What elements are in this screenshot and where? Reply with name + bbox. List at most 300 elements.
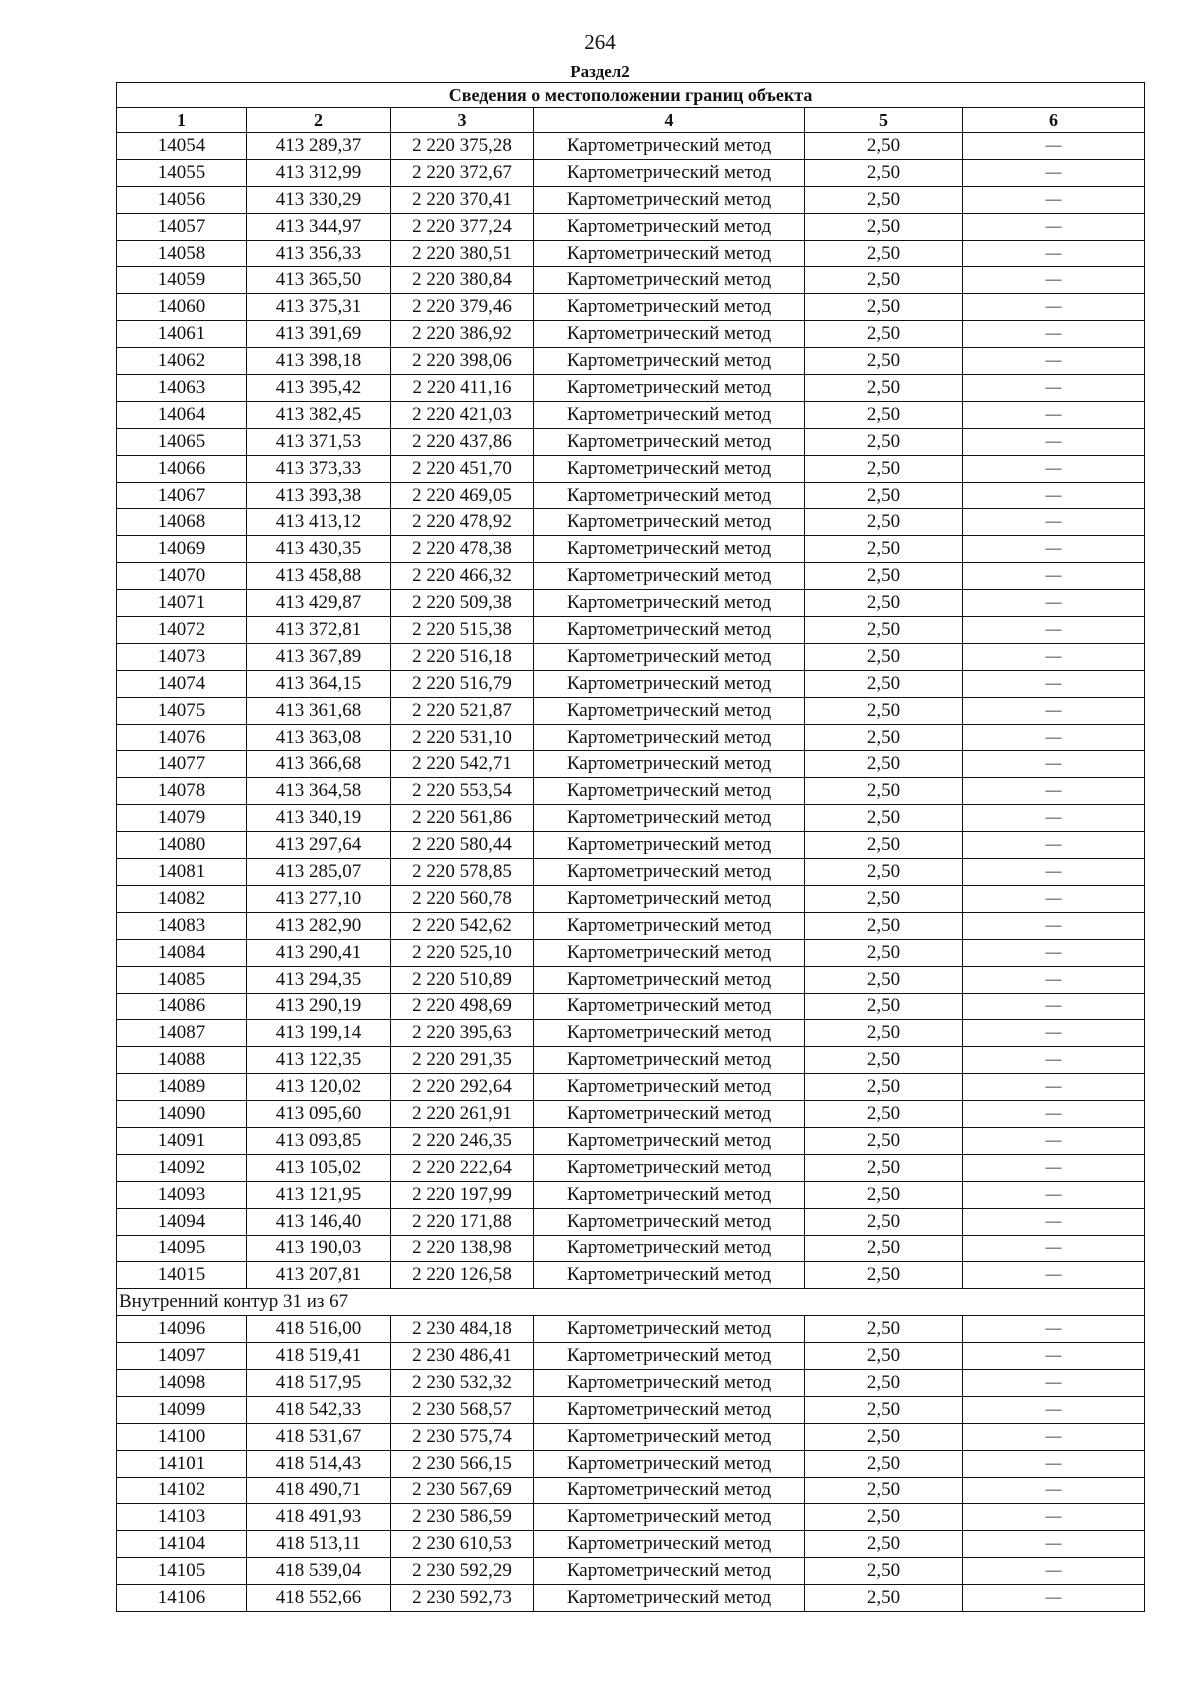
method-cell: Картометрический метод [534,1504,805,1531]
method-cell: Картометрический метод [534,1262,805,1289]
point-number-cell: 14058 [117,240,247,267]
table-row [117,1477,1145,1504]
table-row [117,832,1145,859]
y-coordinate-cell: 2 220 411,16 [391,375,534,402]
x-coordinate-cell: 413 429,87 [247,590,391,617]
y-coordinate-cell: 2 220 498,69 [391,993,534,1020]
point-number-cell: 14090 [117,1101,247,1128]
table-row [117,1127,1145,1154]
table-row [117,321,1145,348]
accuracy-cell: 2,50 [805,697,963,724]
description-cell: — [963,455,1145,482]
table-row [117,348,1145,375]
table-row [117,1504,1145,1531]
table-row [117,563,1145,590]
page-number: 264 [584,30,616,54]
y-coordinate-cell: 2 220 478,92 [391,509,534,536]
description-cell: — [963,670,1145,697]
table-row [117,1396,1145,1423]
y-coordinate-cell: 2 220 126,58 [391,1262,534,1289]
method-cell: Картометрический метод [534,428,805,455]
column-header: 2 [247,108,391,133]
method-cell: Картометрический метод [534,455,805,482]
accuracy-cell: 2,50 [805,1020,963,1047]
description-cell: — [963,1423,1145,1450]
point-number-cell: 14103 [117,1504,247,1531]
table-caption: Сведения о местоположении границ объекта [117,83,1145,108]
column-header: 6 [963,108,1145,133]
method-cell: Картометрический метод [534,1074,805,1101]
point-number-cell: 14062 [117,348,247,375]
method-cell: Картометрический метод [534,1450,805,1477]
y-coordinate-cell: 2 220 370,41 [391,186,534,213]
point-number-cell: 14082 [117,885,247,912]
method-cell: Картометрический метод [534,240,805,267]
accuracy-cell: 2,50 [805,401,963,428]
point-number-cell: 14089 [117,1074,247,1101]
x-coordinate-cell: 413 375,31 [247,294,391,321]
y-coordinate-cell: 2 230 566,15 [391,1450,534,1477]
accuracy-cell: 2,50 [805,724,963,751]
point-number-cell: 14102 [117,1477,247,1504]
method-cell: Картометрический метод [534,563,805,590]
accuracy-cell: 2,50 [805,455,963,482]
point-number-cell: 14104 [117,1531,247,1558]
point-number-cell: 14070 [117,563,247,590]
x-coordinate-cell: 418 531,67 [247,1423,391,1450]
description-cell: — [963,751,1145,778]
accuracy-cell: 2,50 [805,240,963,267]
method-cell: Картометрический метод [534,1558,805,1585]
x-coordinate-cell: 418 539,04 [247,1558,391,1585]
y-coordinate-cell: 2 220 372,67 [391,159,534,186]
point-number-cell: 14079 [117,805,247,832]
y-coordinate-cell: 2 220 377,24 [391,213,534,240]
method-cell: Картометрический метод [534,1585,805,1612]
x-coordinate-cell: 413 391,69 [247,321,391,348]
y-coordinate-cell: 2 220 560,78 [391,885,534,912]
description-cell: — [963,805,1145,832]
point-number-cell: 14105 [117,1558,247,1585]
column-header: 3 [391,108,534,133]
accuracy-cell: 2,50 [805,1504,963,1531]
description-cell: — [963,1101,1145,1128]
description-cell: — [963,966,1145,993]
table-row [117,159,1145,186]
x-coordinate-cell: 413 297,64 [247,832,391,859]
accuracy-cell: 2,50 [805,1181,963,1208]
accuracy-cell: 2,50 [805,1450,963,1477]
y-coordinate-cell: 2 220 516,79 [391,670,534,697]
y-coordinate-cell: 2 220 386,92 [391,321,534,348]
accuracy-cell: 2,50 [805,1154,963,1181]
accuracy-cell: 2,50 [805,428,963,455]
y-coordinate-cell: 2 220 515,38 [391,617,534,644]
y-coordinate-cell: 2 220 380,51 [391,240,534,267]
method-cell: Картометрический метод [534,1531,805,1558]
y-coordinate-cell: 2 220 478,38 [391,536,534,563]
accuracy-cell: 2,50 [805,805,963,832]
table-row [117,617,1145,644]
y-coordinate-cell: 2 230 592,29 [391,1558,534,1585]
x-coordinate-cell: 413 330,29 [247,186,391,213]
method-cell: Картометрический метод [534,751,805,778]
accuracy-cell: 2,50 [805,509,963,536]
accuracy-cell: 2,50 [805,1423,963,1450]
accuracy-cell: 2,50 [805,1262,963,1289]
accuracy-cell: 2,50 [805,1477,963,1504]
method-cell: Картометрический метод [534,509,805,536]
x-coordinate-cell: 413 120,02 [247,1074,391,1101]
description-cell: — [963,213,1145,240]
x-coordinate-cell: 413 122,35 [247,1047,391,1074]
table-row [117,1208,1145,1235]
description-cell: — [963,1450,1145,1477]
table-row [117,1585,1145,1612]
table-body-inner-contour [117,1316,1145,1612]
accuracy-cell: 2,50 [805,186,963,213]
method-cell: Картометрический метод [534,885,805,912]
description-cell: — [963,428,1145,455]
description-cell: — [963,724,1145,751]
accuracy-cell: 2,50 [805,966,963,993]
y-coordinate-cell: 2 220 542,71 [391,751,534,778]
y-coordinate-cell: 2 220 197,99 [391,1181,534,1208]
point-number-cell: 14096 [117,1316,247,1343]
description-cell: — [963,697,1145,724]
x-coordinate-cell: 413 290,41 [247,939,391,966]
description-cell: — [963,536,1145,563]
x-coordinate-cell: 413 366,68 [247,751,391,778]
accuracy-cell: 2,50 [805,563,963,590]
description-cell: — [963,1127,1145,1154]
description-cell: — [963,375,1145,402]
method-cell: Картометрический метод [534,993,805,1020]
method-cell: Картометрический метод [534,724,805,751]
x-coordinate-cell: 413 458,88 [247,563,391,590]
x-coordinate-cell: 413 290,19 [247,993,391,1020]
method-cell: Картометрический метод [534,778,805,805]
table-row [117,294,1145,321]
y-coordinate-cell: 2 220 291,35 [391,1047,534,1074]
x-coordinate-cell: 418 552,66 [247,1585,391,1612]
description-cell: — [963,240,1145,267]
point-number-cell: 14072 [117,617,247,644]
x-coordinate-cell: 413 367,89 [247,643,391,670]
y-coordinate-cell: 2 220 222,64 [391,1154,534,1181]
description-cell: — [963,1531,1145,1558]
y-coordinate-cell: 2 220 531,10 [391,724,534,751]
accuracy-cell: 2,50 [805,1208,963,1235]
point-number-cell: 14083 [117,912,247,939]
point-number-cell: 14087 [117,1020,247,1047]
x-coordinate-cell: 413 312,99 [247,159,391,186]
accuracy-cell: 2,50 [805,1074,963,1101]
x-coordinate-cell: 413 365,50 [247,267,391,294]
description-cell: — [963,993,1145,1020]
description-cell: — [963,643,1145,670]
description-cell: — [963,590,1145,617]
accuracy-cell: 2,50 [805,375,963,402]
x-coordinate-cell: 413 277,10 [247,885,391,912]
point-number-cell: 14066 [117,455,247,482]
y-coordinate-cell: 2 220 395,63 [391,1020,534,1047]
y-coordinate-cell: 2 230 567,69 [391,1477,534,1504]
point-number-cell: 14076 [117,724,247,751]
y-coordinate-cell: 2 220 510,89 [391,966,534,993]
x-coordinate-cell: 413 105,02 [247,1154,391,1181]
accuracy-cell: 2,50 [805,1558,963,1585]
table-row [117,993,1145,1020]
accuracy-cell: 2,50 [805,751,963,778]
column-header: 1 [117,108,247,133]
method-cell: Картометрический метод [534,482,805,509]
x-coordinate-cell: 413 282,90 [247,912,391,939]
point-number-cell: 14078 [117,778,247,805]
x-coordinate-cell: 413 356,33 [247,240,391,267]
description-cell: — [963,778,1145,805]
y-coordinate-cell: 2 220 292,64 [391,1074,534,1101]
method-cell: Картометрический метод [534,1047,805,1074]
point-number-cell: 14099 [117,1396,247,1423]
accuracy-cell: 2,50 [805,1396,963,1423]
accuracy-cell: 2,50 [805,133,963,160]
x-coordinate-cell: 413 398,18 [247,348,391,375]
y-coordinate-cell: 2 220 469,05 [391,482,534,509]
point-number-cell: 14063 [117,375,247,402]
description-cell: — [963,321,1145,348]
y-coordinate-cell: 2 220 246,35 [391,1127,534,1154]
method-cell: Картометрический метод [534,832,805,859]
description-cell: — [963,1396,1145,1423]
point-number-cell: 14088 [117,1047,247,1074]
description-cell: — [963,1504,1145,1531]
table-row [117,751,1145,778]
description-cell: — [963,1477,1145,1504]
description-cell: — [963,1181,1145,1208]
description-cell: — [963,509,1145,536]
x-coordinate-cell: 418 514,43 [247,1450,391,1477]
point-number-cell: 14056 [117,186,247,213]
accuracy-cell: 2,50 [805,1047,963,1074]
y-coordinate-cell: 2 220 451,70 [391,455,534,482]
accuracy-cell: 2,50 [805,348,963,375]
method-cell: Картометрический метод [534,590,805,617]
method-cell: Картометрический метод [534,267,805,294]
method-cell: Картометрический метод [534,1396,805,1423]
table-row [117,1316,1145,1343]
column-header-row [117,108,1145,133]
accuracy-cell: 2,50 [805,643,963,670]
x-coordinate-cell: 413 340,19 [247,805,391,832]
method-cell: Картометрический метод [534,1101,805,1128]
description-cell: — [963,1235,1145,1262]
method-cell: Картометрический метод [534,1316,805,1343]
table-row [117,267,1145,294]
table-row [117,778,1145,805]
table-row [117,1154,1145,1181]
x-coordinate-cell: 413 371,53 [247,428,391,455]
method-cell: Картометрический метод [534,133,805,160]
point-number-cell: 14055 [117,159,247,186]
description-cell: — [963,1585,1145,1612]
table-row [117,482,1145,509]
method-cell: Картометрический метод [534,213,805,240]
y-coordinate-cell: 2 220 138,98 [391,1235,534,1262]
table-row [117,670,1145,697]
y-coordinate-cell: 2 220 171,88 [391,1208,534,1235]
description-cell: — [963,133,1145,160]
accuracy-cell: 2,50 [805,321,963,348]
x-coordinate-cell: 413 395,42 [247,375,391,402]
boundary-coordinates-table [116,82,1145,1612]
method-cell: Картометрический метод [534,1127,805,1154]
table-row [117,1450,1145,1477]
point-number-cell: 14057 [117,213,247,240]
description-cell: — [963,1074,1145,1101]
y-coordinate-cell: 2 220 542,62 [391,912,534,939]
point-number-cell: 14095 [117,1235,247,1262]
y-coordinate-cell: 2 220 398,06 [391,348,534,375]
description-cell: — [963,859,1145,886]
x-coordinate-cell: 413 364,15 [247,670,391,697]
description-cell: — [963,912,1145,939]
x-coordinate-cell: 413 121,95 [247,1181,391,1208]
point-number-cell: 14065 [117,428,247,455]
method-cell: Картометрический метод [534,1235,805,1262]
method-cell: Картометрический метод [534,966,805,993]
table-row [117,643,1145,670]
method-cell: Картометрический метод [534,1020,805,1047]
x-coordinate-cell: 413 413,12 [247,509,391,536]
x-coordinate-cell: 413 393,38 [247,482,391,509]
y-coordinate-cell: 2 220 521,87 [391,697,534,724]
y-coordinate-cell: 2 230 592,73 [391,1585,534,1612]
table-row [117,912,1145,939]
description-cell: — [963,885,1145,912]
method-cell: Картометрический метод [534,1477,805,1504]
description-cell: — [963,401,1145,428]
method-cell: Картометрический метод [534,186,805,213]
description-cell: — [963,1047,1145,1074]
table-row [117,375,1145,402]
table-row [117,1235,1145,1262]
accuracy-cell: 2,50 [805,859,963,886]
description-cell: — [963,1154,1145,1181]
method-cell: Картометрический метод [534,939,805,966]
x-coordinate-cell: 418 517,95 [247,1369,391,1396]
table-row [117,1101,1145,1128]
table-row [117,536,1145,563]
method-cell: Картометрический метод [534,348,805,375]
table-row [117,401,1145,428]
method-cell: Картометрический метод [534,805,805,832]
x-coordinate-cell: 413 294,35 [247,966,391,993]
accuracy-cell: 2,50 [805,1585,963,1612]
accuracy-cell: 2,50 [805,1235,963,1262]
point-number-cell: 14073 [117,643,247,670]
point-number-cell: 14093 [117,1181,247,1208]
accuracy-cell: 2,50 [805,482,963,509]
accuracy-cell: 2,50 [805,1316,963,1343]
point-number-cell: 14064 [117,401,247,428]
point-number-cell: 14091 [117,1127,247,1154]
contour-row [117,1289,1145,1316]
accuracy-cell: 2,50 [805,536,963,563]
description-cell: — [963,1558,1145,1585]
point-number-cell: 14080 [117,832,247,859]
x-coordinate-cell: 413 285,07 [247,859,391,886]
y-coordinate-cell: 2 220 516,18 [391,643,534,670]
table-row [117,590,1145,617]
y-coordinate-cell: 2 230 486,41 [391,1343,534,1370]
method-cell: Картометрический метод [534,1208,805,1235]
accuracy-cell: 2,50 [805,590,963,617]
point-number-cell: 14085 [117,966,247,993]
table-row [117,240,1145,267]
method-cell: Картометрический метод [534,1181,805,1208]
method-cell: Картометрический метод [534,670,805,697]
x-coordinate-cell: 413 289,37 [247,133,391,160]
point-number-cell: 14054 [117,133,247,160]
x-coordinate-cell: 413 344,97 [247,213,391,240]
y-coordinate-cell: 2 220 421,03 [391,401,534,428]
table-body-outer-contour [117,133,1145,1289]
point-number-cell: 14068 [117,509,247,536]
accuracy-cell: 2,50 [805,294,963,321]
accuracy-cell: 2,50 [805,267,963,294]
point-number-cell: 14075 [117,697,247,724]
table-row [117,724,1145,751]
description-cell: — [963,563,1145,590]
table-row [117,186,1145,213]
y-coordinate-cell: 2 230 568,57 [391,1396,534,1423]
method-cell: Картометрический метод [534,1343,805,1370]
table-row [117,213,1145,240]
accuracy-cell: 2,50 [805,993,963,1020]
y-coordinate-cell: 2 230 484,18 [391,1316,534,1343]
description-cell: — [963,617,1145,644]
y-coordinate-cell: 2 230 532,32 [391,1369,534,1396]
point-number-cell: 14094 [117,1208,247,1235]
accuracy-cell: 2,50 [805,1531,963,1558]
y-coordinate-cell: 2 230 586,59 [391,1504,534,1531]
accuracy-cell: 2,50 [805,1343,963,1370]
table-row [117,509,1145,536]
x-coordinate-cell: 418 513,11 [247,1531,391,1558]
description-cell: — [963,348,1145,375]
description-cell: — [963,1208,1145,1235]
table-row [117,1262,1145,1289]
point-number-cell: 14106 [117,1585,247,1612]
accuracy-cell: 2,50 [805,617,963,644]
description-cell: — [963,159,1145,186]
point-number-cell: 14077 [117,751,247,778]
accuracy-cell: 2,50 [805,1127,963,1154]
x-coordinate-cell: 413 364,58 [247,778,391,805]
point-number-cell: 14081 [117,859,247,886]
method-cell: Картометрический метод [534,159,805,186]
point-number-cell: 14092 [117,1154,247,1181]
method-cell: Картометрический метод [534,294,805,321]
method-cell: Картометрический метод [534,321,805,348]
table-row [117,1074,1145,1101]
table-row [117,1558,1145,1585]
y-coordinate-cell: 2 220 379,46 [391,294,534,321]
y-coordinate-cell: 2 220 580,44 [391,832,534,859]
y-coordinate-cell: 2 220 578,85 [391,859,534,886]
column-header: 5 [805,108,963,133]
